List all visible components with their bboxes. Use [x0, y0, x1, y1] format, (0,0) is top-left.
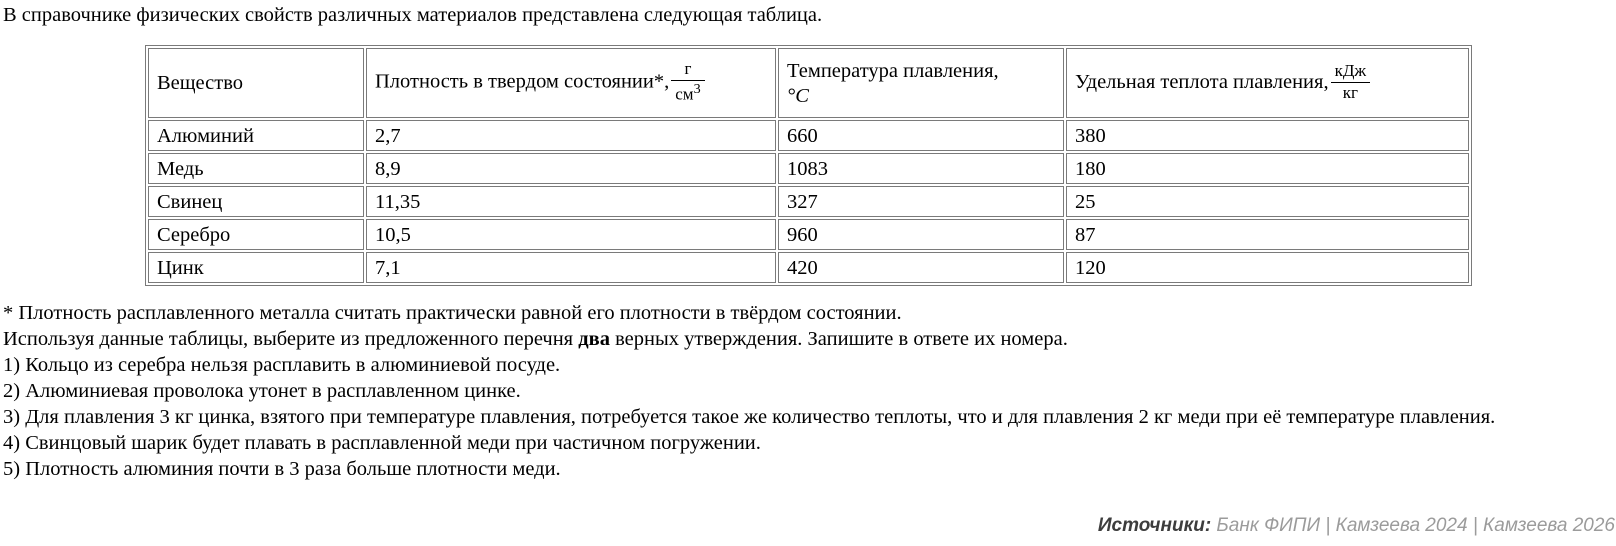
cell-melting-temp: 660 [778, 120, 1064, 151]
cell-heat: 120 [1066, 252, 1469, 283]
statement-4: 4) Свинцовый шарик будет плавать в расплавленной меди при частичном погружении. [3, 432, 761, 454]
statement-1: 1) Кольцо из серебра нельзя расплавить в алюминиевой посуде. [3, 354, 561, 376]
cell-density: 11,35 [366, 186, 776, 217]
question-block [0, 286, 1616, 482]
heat-unit-fraction: $\frac{\text{кДж}}{кг}$ [1331, 62, 1371, 102]
header-substance: Вещество [148, 48, 364, 118]
header-heat-of-fusion: Удельная теплота плавления, $\frac{\text{кДж}}{кг}$ [1066, 48, 1469, 118]
sources-label: Источники: [1097, 515, 1212, 536]
cell-melting-temp: 327 [778, 186, 1064, 217]
table-row [148, 219, 1469, 250]
cell-substance: Серебро [148, 219, 364, 250]
table-row [148, 120, 1469, 151]
sources-line [1098, 515, 1615, 537]
cell-density: 8,9 [366, 153, 776, 184]
table-row [148, 153, 1469, 184]
statement-5: 5) Плотность алюминия почти в 3 раза больше плотности меди. [3, 458, 561, 480]
cell-density: 7,1 [366, 252, 776, 283]
melting-temp-unit: °C [787, 85, 809, 107]
header-density: Плотность в твердом состоянии*, $\frac{г}{см^3}$ [366, 48, 776, 118]
instruction-bold-word: два [578, 328, 610, 350]
instruction: Используя данные таблицы, выберите из предложенного перечня два верных утверждения. Запишите в ответе их номера. [3, 328, 1068, 350]
cell-heat: 380 [1066, 120, 1469, 151]
statement-2: 2) Алюминиевая проволока утонет в расплавленном цинке. [3, 380, 521, 402]
cell-melting-temp: 420 [778, 252, 1064, 283]
cell-heat: 87 [1066, 219, 1469, 250]
cell-density: 2,7 [366, 120, 776, 151]
intro-text: В справочнике физических свойств различных материалов представлена следующая таблица. [3, 4, 823, 26]
cell-substance: Алюминий [148, 120, 364, 151]
table-header-row [148, 48, 1469, 118]
properties-table [145, 45, 1472, 286]
header-melting-temp: Температура плавления, °C [778, 48, 1064, 118]
table-row [148, 252, 1469, 283]
cell-density: 10,5 [366, 219, 776, 250]
cell-melting-temp: 960 [778, 219, 1064, 250]
sources-items: Банк ФИПИ | Камзеева 2024 | Камзеева 2026 [1211, 515, 1615, 536]
cell-heat: 180 [1066, 153, 1469, 184]
cell-substance: Цинк [148, 252, 364, 283]
cell-melting-temp: 1083 [778, 153, 1064, 184]
density-unit-fraction: $\frac{г}{см^3}$ [671, 60, 704, 104]
cell-heat: 25 [1066, 186, 1469, 217]
table-row [148, 186, 1469, 217]
cell-substance: Свинец [148, 186, 364, 217]
footnote: * Плотность расплавленного металла считать практически равной его плотности в твёрдом состоянии. [3, 302, 902, 324]
statement-3: 3) Для плавления 3 кг цинка, взятого при температуре плавления, потребуется такое же количество теплоты, что и для плавления 2 кг меди при её температуре плавления. [3, 406, 1496, 428]
cell-substance: Медь [148, 153, 364, 184]
